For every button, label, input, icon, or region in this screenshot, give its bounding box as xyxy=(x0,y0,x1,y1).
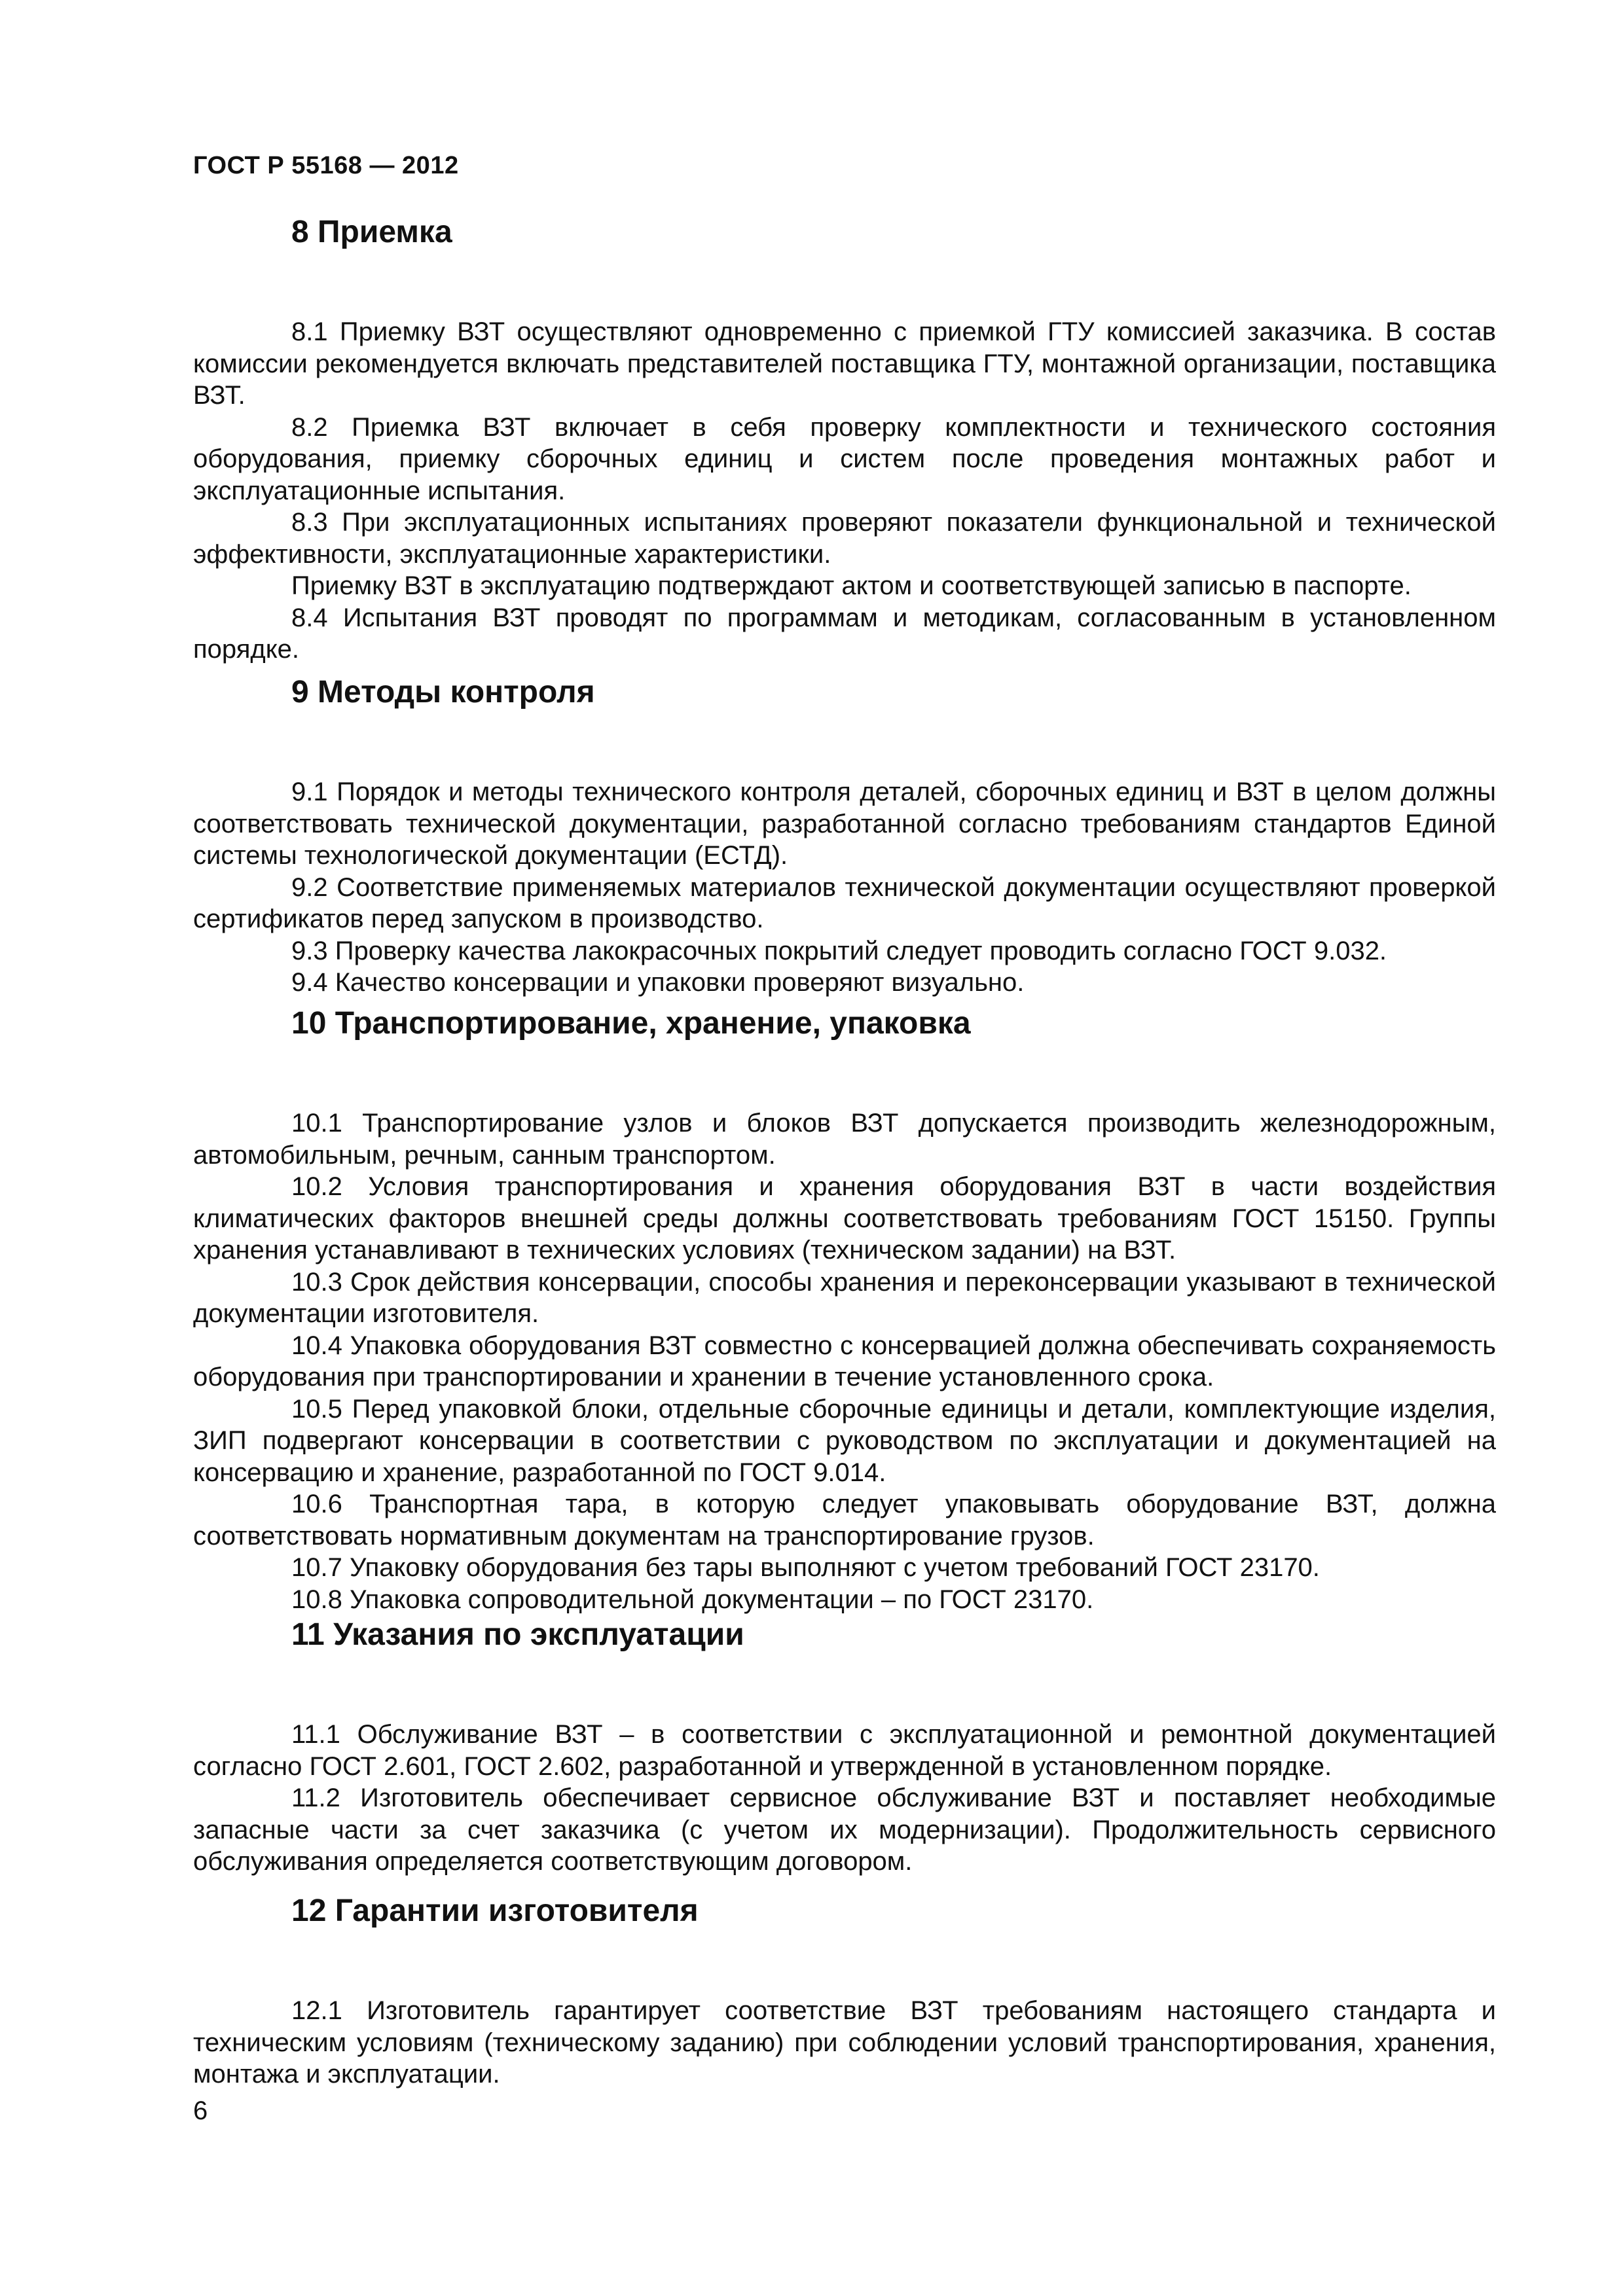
page-number: 6 xyxy=(193,2096,208,2125)
paragraph: 10.2 Условия транспортирования и хранения оборудования ВЗТ в части воздействия климатических факторов внешней среды должны соответствовать требованиям ГОСТ 15150. Группы хранения устанавливают в технических условиях (техническом задании) на ВЗТ. xyxy=(193,1172,1496,1265)
paragraph: 9.2 Соответствие применяемых материалов технической документации осуществляют проверкой сертификатов перед запуском в производство. xyxy=(193,872,1496,933)
paragraph: 10.8 Упаковка сопроводительной документации – по ГОСТ 23170. xyxy=(291,1585,1094,1614)
section-8 xyxy=(193,213,1496,666)
paragraph: 8.3 При эксплуатационных испытаниях проверяют показатели функциональной и технической эффективности, эксплуатационные характеристики. xyxy=(193,508,1496,569)
paragraph: 12.1 Изготовитель гарантирует соответствие ВЗТ требованиям настоящего стандарта и техническим условиям (техническому заданию) при соблюдении условий транспортирования, хранения, монтажа и эксплуатации. xyxy=(193,1996,1496,2089)
paragraph: 11.1 Обслуживание ВЗТ – в соответствии с эксплуатационной и ремонтной документацией согласно ГОСТ 2.601, ГОСТ 2.602, разработанной и утвержденной в установленном порядке. xyxy=(193,1720,1496,1781)
paragraph: 8.2 Приемка ВЗТ включает в себя проверку комплектности и технического состояния оборудования, приемку сборочных единиц и систем после проведения монтажных работ и эксплуатационные испытания. xyxy=(193,412,1496,505)
paragraph: 10.1 Транспортирование узлов и блоков ВЗТ допускается производить железнодорожным, автомобильным, речным, санным транспортом. xyxy=(193,1109,1496,1170)
paragraph: 8.4 Испытания ВЗТ проводят по программам и методикам, согласованным в установленном порядке. xyxy=(193,603,1496,664)
section-title: 11 Указания по эксплуатации xyxy=(291,1617,744,1652)
paragraph: 11.2 Изготовитель обеспечивает сервисное обслуживание ВЗТ и поставляет необходимые запасные части за счет заказчика (с учетом их модернизации). Продолжительность сервисного обслуживания определяется соответствующим договором. xyxy=(193,1784,1496,1876)
paragraph: 10.7 Упаковку оборудования без тары выполняют с учетом требований ГОСТ 23170. xyxy=(291,1553,1320,1582)
paragraph: 8.1 Приемку ВЗТ осуществляют одновременно с приемкой ГТУ комиссией заказчика. В состав комиссии рекомендуется включать представителей поставщика ГТУ, монтажной организации, поставщика ВЗТ. xyxy=(193,317,1496,410)
section-title: 10 Транспортирование, хранение, упаковка xyxy=(291,1006,971,1041)
section-10 xyxy=(193,1004,1496,1615)
paragraph: 9.3 Проверку качества лакокрасочных покрытий следует проводить согласно ГОСТ 9.032. xyxy=(291,936,1387,965)
paragraph: 9.1 Порядок и методы технического контроля деталей, сборочных единиц и ВЗТ в целом должны соответствовать технической документации, разработанной согласно требованиям стандартов Единой системы технологической документации (ЕСТД). xyxy=(193,778,1496,870)
section-title: 9 Методы контроля xyxy=(291,675,595,709)
paragraph: 9.4 Качество консервации и упаковки проверяют визуально. xyxy=(291,968,1025,997)
paragraph: 10.6 Транспортная тара, в которую следует упаковывать оборудование ВЗТ, должна соответствовать нормативным документам на транспортирование грузов. xyxy=(193,1490,1496,1551)
paragraph: 10.4 Упаковка оборудования ВЗТ совместно с консервацией должна обеспечивать сохраняемость оборудования при транспортировании и хранении в течение установленного срока. xyxy=(193,1331,1496,1391)
document-header: ГОСТ Р 55168 — 2012 xyxy=(193,152,459,179)
section-9 xyxy=(193,673,1496,999)
section-title: 12 Гарантии изготовителя xyxy=(291,1893,699,1928)
section-11 xyxy=(193,1615,1496,1878)
section-title: 8 Приемка xyxy=(291,215,452,249)
section-12 xyxy=(193,1892,1496,2090)
paragraph: Приемку ВЗТ в эксплуатацию подтверждают актом и соответствующей записью в паспорте. xyxy=(291,571,1412,600)
paragraph: 10.5 Перед упаковкой блоки, отдельные сборочные единицы и детали, комплектующие изделия, ЗИП подвергают консервации в соответствии с руководством по эксплуатации и документацией на консервацию и хранение, разработанной по ГОСТ 9.014. xyxy=(193,1394,1496,1487)
paragraph: 10.3 Срок действия консервации, способы хранения и переконсервации указывают в технической документации изготовителя. xyxy=(193,1267,1496,1328)
